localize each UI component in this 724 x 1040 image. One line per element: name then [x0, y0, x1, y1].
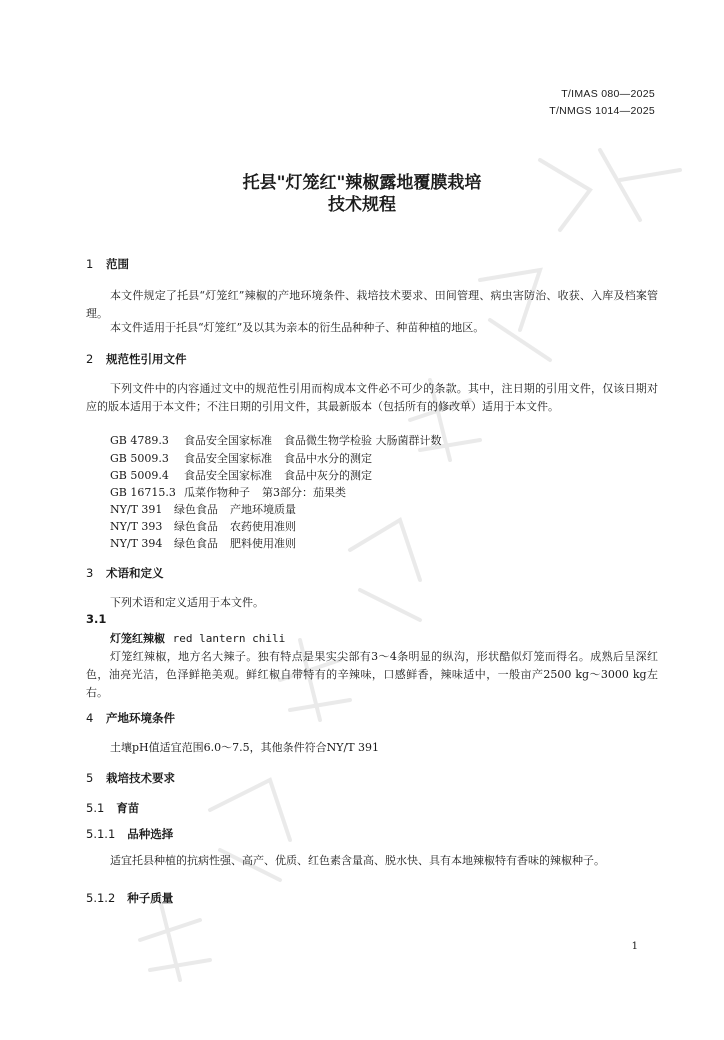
- reference-item: GB 16715.3 瓜菜作物种子 第3部分：茄果类: [110, 486, 346, 499]
- reference-item: NY/T 394 绿色食品 肥料使用准则: [110, 537, 296, 550]
- term-chinese: 灯笼红辣椒: [110, 632, 165, 645]
- term-entry: [110, 630, 285, 646]
- section-title: 范围: [106, 257, 129, 271]
- page-number: 1: [631, 941, 638, 952]
- section-number: 4: [86, 711, 94, 725]
- section-1-heading: [86, 256, 129, 272]
- document-title-line1: 托县"灯笼红"辣椒露地覆膜栽培: [242, 173, 482, 193]
- section-4-heading: [86, 710, 175, 726]
- section-title: 栽培技术要求: [106, 771, 175, 785]
- section-title: 产地环境条件: [106, 711, 175, 725]
- reference-item: GB 5009.4 食品安全国家标准 食品中灰分的测定: [110, 469, 372, 482]
- standard-code-nmgs: T/NMGS 1014—2025: [549, 105, 655, 117]
- section-number: 2: [86, 352, 94, 366]
- standard-code-imas: T/IMAS 080—2025: [561, 88, 655, 100]
- section-5-heading: [86, 770, 175, 786]
- term-english: red lantern chili: [172, 632, 286, 645]
- section-title: 术语和定义: [106, 566, 164, 580]
- watermark: [120, 120, 724, 1040]
- section-2-paragraph: 下列文件中的内容通过文中的规范性引用而构成本文件必不可少的条款。其中，注日期的引用文件，仅该日期对应的版本适用于本文件；不注日期的引用文件，其最新版本（包括所有的修改单）适用于本文件。: [86, 382, 658, 413]
- document-title-line2: 技术规程: [328, 195, 396, 215]
- watermark-strokes: [120, 120, 724, 1040]
- subsection-3-1-number: 3.1: [86, 612, 107, 626]
- subsection-5-1-2-heading: 5.1.2 种子质量: [86, 891, 174, 905]
- section-4-paragraph: 土壤pH值适宜范围6.0～7.5，其他条件符合NY/T 391: [110, 741, 380, 754]
- reference-item: GB 4789.3 食品安全国家标准 食品微生物学检验 大肠菌群计数: [110, 434, 442, 447]
- reference-item: NY/T 391 绿色食品 产地环境质量: [110, 503, 296, 516]
- reference-item: NY/T 393 绿色食品 农药使用准则: [110, 520, 296, 533]
- subsection-5-1-heading: 5.1 育苗: [86, 801, 140, 815]
- term-definition: 灯笼红辣椒，地方名大辣子。独有特点是果实尖部有3～4条明显的纵沟，形状酷似灯笼而得名。成熟后呈深红色，油亮光洁，色泽鲜艳美观。鲜红椒自带特有的辛辣味，口感鲜香，辣味适中，一般亩产2500 kg～3000 kg左右。: [86, 650, 658, 699]
- section-3-heading: [86, 565, 164, 581]
- subsection-5-1-1-heading: 5.1.1 品种选择: [86, 827, 174, 841]
- section-1-paragraph-2: 本文件适用于托县“灯笼红”及以其为亲本的衍生品种种子、种苗种植的地区。: [110, 321, 485, 334]
- section-number: 5: [86, 771, 94, 785]
- section-number: 1: [86, 257, 94, 271]
- reference-item: GB 5009.3 食品安全国家标准 食品中水分的测定: [110, 452, 372, 465]
- section-title: 规范性引用文件: [106, 352, 187, 366]
- section-number: 3: [86, 566, 94, 580]
- section-2-heading: [86, 351, 187, 367]
- section-1-paragraph-1: 本文件规定了托县“灯笼红”辣椒的产地环境条件、栽培技术要求、田间管理、病虫害防治、收获、入库及档案管理。: [86, 289, 658, 320]
- section-3-paragraph: 下列术语和定义适用于本文件。: [110, 596, 264, 609]
- subsection-5-1-1-paragraph: 适宜托县种植的抗病性强、高产、优质、红色素含量高、脱水快、具有本地辣椒特有香味的辣椒种子。: [110, 854, 605, 867]
